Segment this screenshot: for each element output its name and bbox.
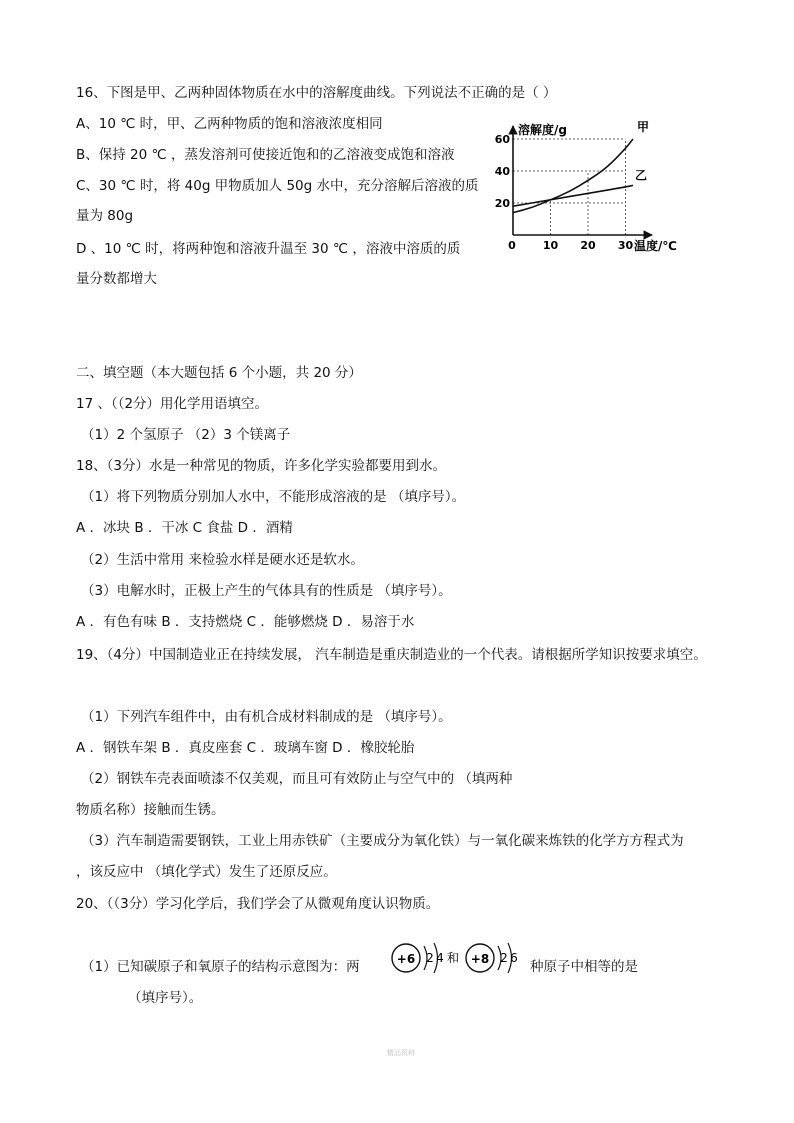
q19-part-2-cont: 物质名称）接触而生锈。 (76, 802, 225, 818)
oxygen-shell-1-electrons: 2 (500, 951, 508, 965)
q20-part-1-pre: （1）已知碳原子和氧原子的结构示意图为：两 (81, 959, 360, 975)
q19-part-2: （2）钢铁车壳表面喷漆不仅美观，而且可有效防止与空气中的 （填两种 (81, 771, 513, 787)
carbon-nucleus-charge: +6 (396, 952, 416, 966)
q16-stem: 16、下图是甲、乙两种固体物质在水中的溶解度曲线。下列说法不正确的是（ ） (76, 85, 557, 101)
oxygen-atom-diagram (466, 943, 518, 973)
series-label-yi: 乙 (635, 168, 648, 183)
atomic-structure-diagrams (384, 938, 524, 982)
q18-stem: 18、（3分）水是一种常见的物质，许多化学实验都要用到水。 (76, 458, 447, 474)
x-axis-label: 温度/℃ (634, 239, 677, 253)
y-tick-label: 40 (494, 165, 510, 178)
page-footer: 精品资料 (387, 1049, 415, 1057)
q18-part-2: （2）生活中常用 来检验水样是硬水还是软水。 (81, 552, 364, 568)
solubility-chart (486, 118, 696, 263)
q16-option-c-cont: 量为 80g (76, 208, 134, 224)
q16-option-d-cont: 量分数都增大 (76, 271, 157, 287)
oxygen-nucleus-charge: +8 (470, 952, 490, 966)
x-tick-label: 10 (542, 239, 559, 252)
y-tick-label: 20 (494, 197, 510, 210)
q17-items: （1）2 个氢原子 （2）3 个镁离子 (81, 427, 291, 443)
carbon-shell-1-electrons: 2 (426, 951, 434, 965)
y-tick-label: 60 (494, 133, 510, 146)
oxygen-shell-2-electrons: 6 (510, 951, 518, 965)
q19-part-3: （3）汽车制造需要钢铁，工业上用赤铁矿（主要成分为氧化铁）与一氧化碳来炼铁的化学方方程式为 (81, 833, 684, 849)
carbon-shell-2-electrons: 4 (436, 951, 444, 965)
q16-option-a: A、10 ℃ 时，甲、乙两种物质的饱和溶液浓度相同 (76, 116, 383, 132)
carbon-atom-diagram (392, 943, 444, 973)
and-joiner: 和 (446, 951, 460, 965)
q19-part-3-cont: ，该反应中 （填化学式）发生了还原反应。 (76, 864, 337, 880)
x-tick-label: 30 (617, 239, 634, 252)
q16-option-b: B、保持 20 ℃ ，蒸发溶剂可使接近饱和的乙溶液变成饱和溶液 (76, 147, 455, 163)
q17-stem: 17 、（（2分）用化学用语填空。 (76, 396, 269, 412)
q18-part-1: （1）将下列物质分别加人水中，不能形成溶液的是 （填序号）。 (81, 489, 466, 505)
q20-stem: 20、（（3分）学习化学后，我们学会了从微观角度认识物质。 (76, 896, 440, 912)
series-label-jia: 甲 (637, 120, 650, 134)
q18-part-3: （3）电解水时，正极上产生的气体具有的性质是 （填序号）。 (81, 583, 452, 599)
section-2-title: 二、填空题（本大题包括 6 个小题，共 20 分） (76, 365, 362, 381)
x-tick-label: 0 (508, 239, 516, 252)
chart-gridlines (513, 139, 626, 235)
q16-option-d: D 、10 ℃ 时，将两种饱和溶液升温至 30 ℃ ，溶液中溶质的质 (76, 241, 461, 257)
q19-stem: 19、（4分）中国制造业正在持续发展， 汽车制造是重庆制造业的一个代表。请根据所学知识按要求填空。 (76, 647, 707, 663)
q19-part-1-options: A ．钢铁车架 B ．真皮座套 C ．玻璃车窗 D ．橡胶轮胎 (76, 740, 415, 756)
q18-part-1-options: A ．冰块 B ．干冰 C 食盐 D ．酒精 (76, 520, 293, 536)
q16-option-c: C、30 ℃ 时，将 40g 甲物质加人 50g 水中，充分溶解后溶液的质 (76, 178, 479, 194)
q18-part-3-options: A ．有色有味 B ．支持燃烧 C ．能够燃烧 D ．易溶于水 (76, 614, 415, 630)
q19-part-1: （1）下列汽车组件中，由有机合成材料制成的是 （填序号）。 (81, 709, 452, 725)
series-line-jia (513, 139, 633, 213)
x-tick-label: 20 (580, 239, 596, 252)
q20-part-1-post: 种原子中相等的是 (530, 959, 638, 975)
q20-part-1-end: （填序号）。 (128, 990, 203, 1006)
y-axis-label: 溶解度/g (518, 123, 567, 137)
